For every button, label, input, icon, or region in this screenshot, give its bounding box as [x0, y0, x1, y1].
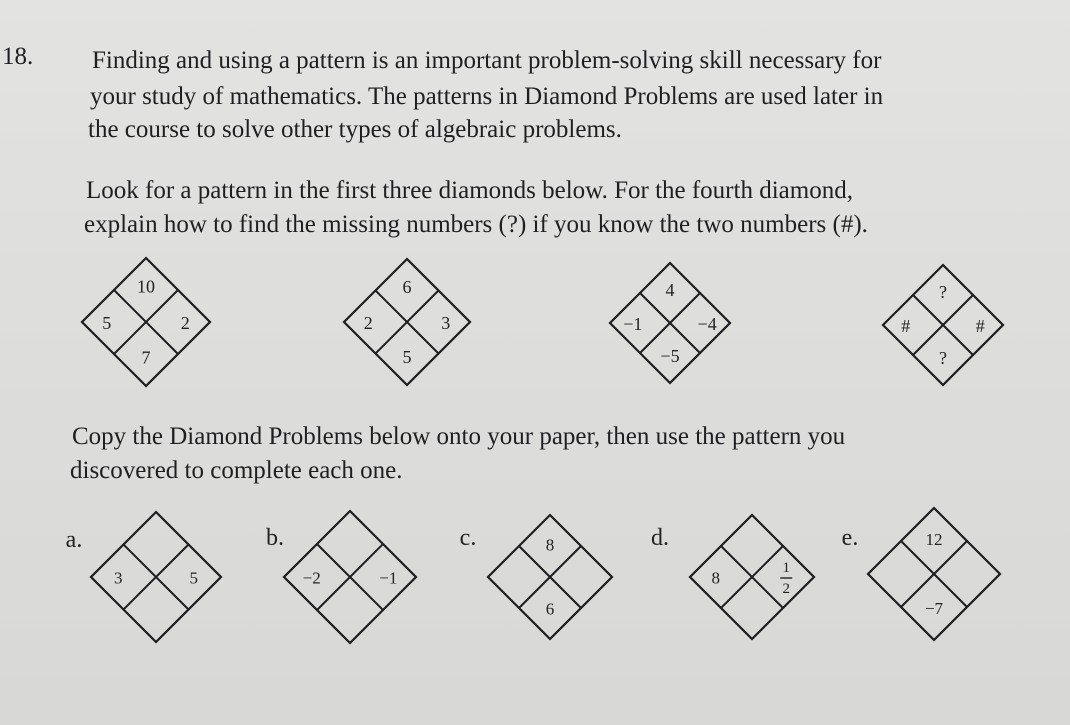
diamond-bottom-value: −5 [660, 346, 680, 367]
diamond-left-value: 5 [102, 313, 112, 333]
example-diamond [82, 258, 210, 386]
exercise-diamonds [66, 508, 1000, 643]
diamond-top-value: 6 [402, 277, 412, 298]
diamond-right-value: 5 [189, 568, 199, 588]
diamond-right-value: 3 [441, 313, 451, 333]
problem-number: 18. [2, 43, 34, 70]
diamond-top-value: 10 [137, 276, 155, 297]
diamond-right-value: # [975, 316, 985, 336]
exercise-diamond [91, 512, 221, 642]
diamond-bottom-value: ? [939, 348, 947, 369]
instruction-line: Look for a pattern in the first three diamonds below. For the fourth diamond, [86, 177, 853, 204]
diamond-top-value: ? [939, 281, 947, 302]
diamond-right-value: −1 [379, 568, 398, 588]
diamond-left-value: −1 [623, 314, 643, 334]
example-diamond [344, 259, 470, 385]
diamond-left-value: 3 [113, 568, 123, 588]
diamond-right-value: −4 [697, 314, 717, 334]
intro-line: the course to solve other types of algebraic problems. [88, 116, 622, 143]
intro-line: your study of mathematics. The patterns in Diamond Problems are used later in [90, 83, 884, 110]
diamond-bottom-value: 7 [141, 347, 151, 368]
diamond-left-value: 2 [363, 313, 373, 333]
example-diamond [610, 263, 730, 383]
diamond-top-value: 12 [925, 530, 943, 550]
exercise-diamond [868, 508, 1000, 640]
diamond-top-value: 8 [545, 535, 555, 555]
diamond-left-value: # [901, 316, 911, 336]
copy-instruction-line: discovered to complete each one. [70, 457, 403, 484]
instruction-line: explain how to find the missing numbers (?) if you know the two numbers (#). [84, 211, 868, 238]
diamond-left-value: 8 [711, 568, 721, 588]
exercise-label: b. [266, 525, 284, 551]
intro-line: Finding and using a pattern is an important problem-solving skill necessary for [92, 47, 882, 74]
example-diamond [883, 265, 1003, 385]
diamond-bottom-value: −7 [924, 598, 944, 618]
exercise-label: c. [459, 525, 477, 551]
copy-instruction-line: Copy the Diamond Problems below onto your paper, then use the pattern you [72, 423, 846, 450]
exercise-diamond [690, 515, 814, 639]
diamond-top-value: 4 [665, 279, 675, 300]
diamond-bottom-value: 6 [545, 599, 555, 619]
exercise-label: a. [65, 527, 83, 553]
exercise-label: d. [651, 525, 669, 551]
diamond-bottom-value: 5 [402, 346, 412, 367]
diamond-right-value: 2 [180, 313, 190, 333]
exercise-diamond [284, 511, 416, 643]
exercise-diamond [488, 515, 612, 639]
diamond-right-fraction [780, 560, 792, 597]
example-diamonds [82, 258, 1003, 386]
exercise-label: e. [841, 525, 859, 551]
diamond-left-value: −2 [302, 568, 321, 588]
fraction-numerator: 1 [782, 560, 790, 576]
fraction-denominator: 2 [782, 581, 790, 597]
